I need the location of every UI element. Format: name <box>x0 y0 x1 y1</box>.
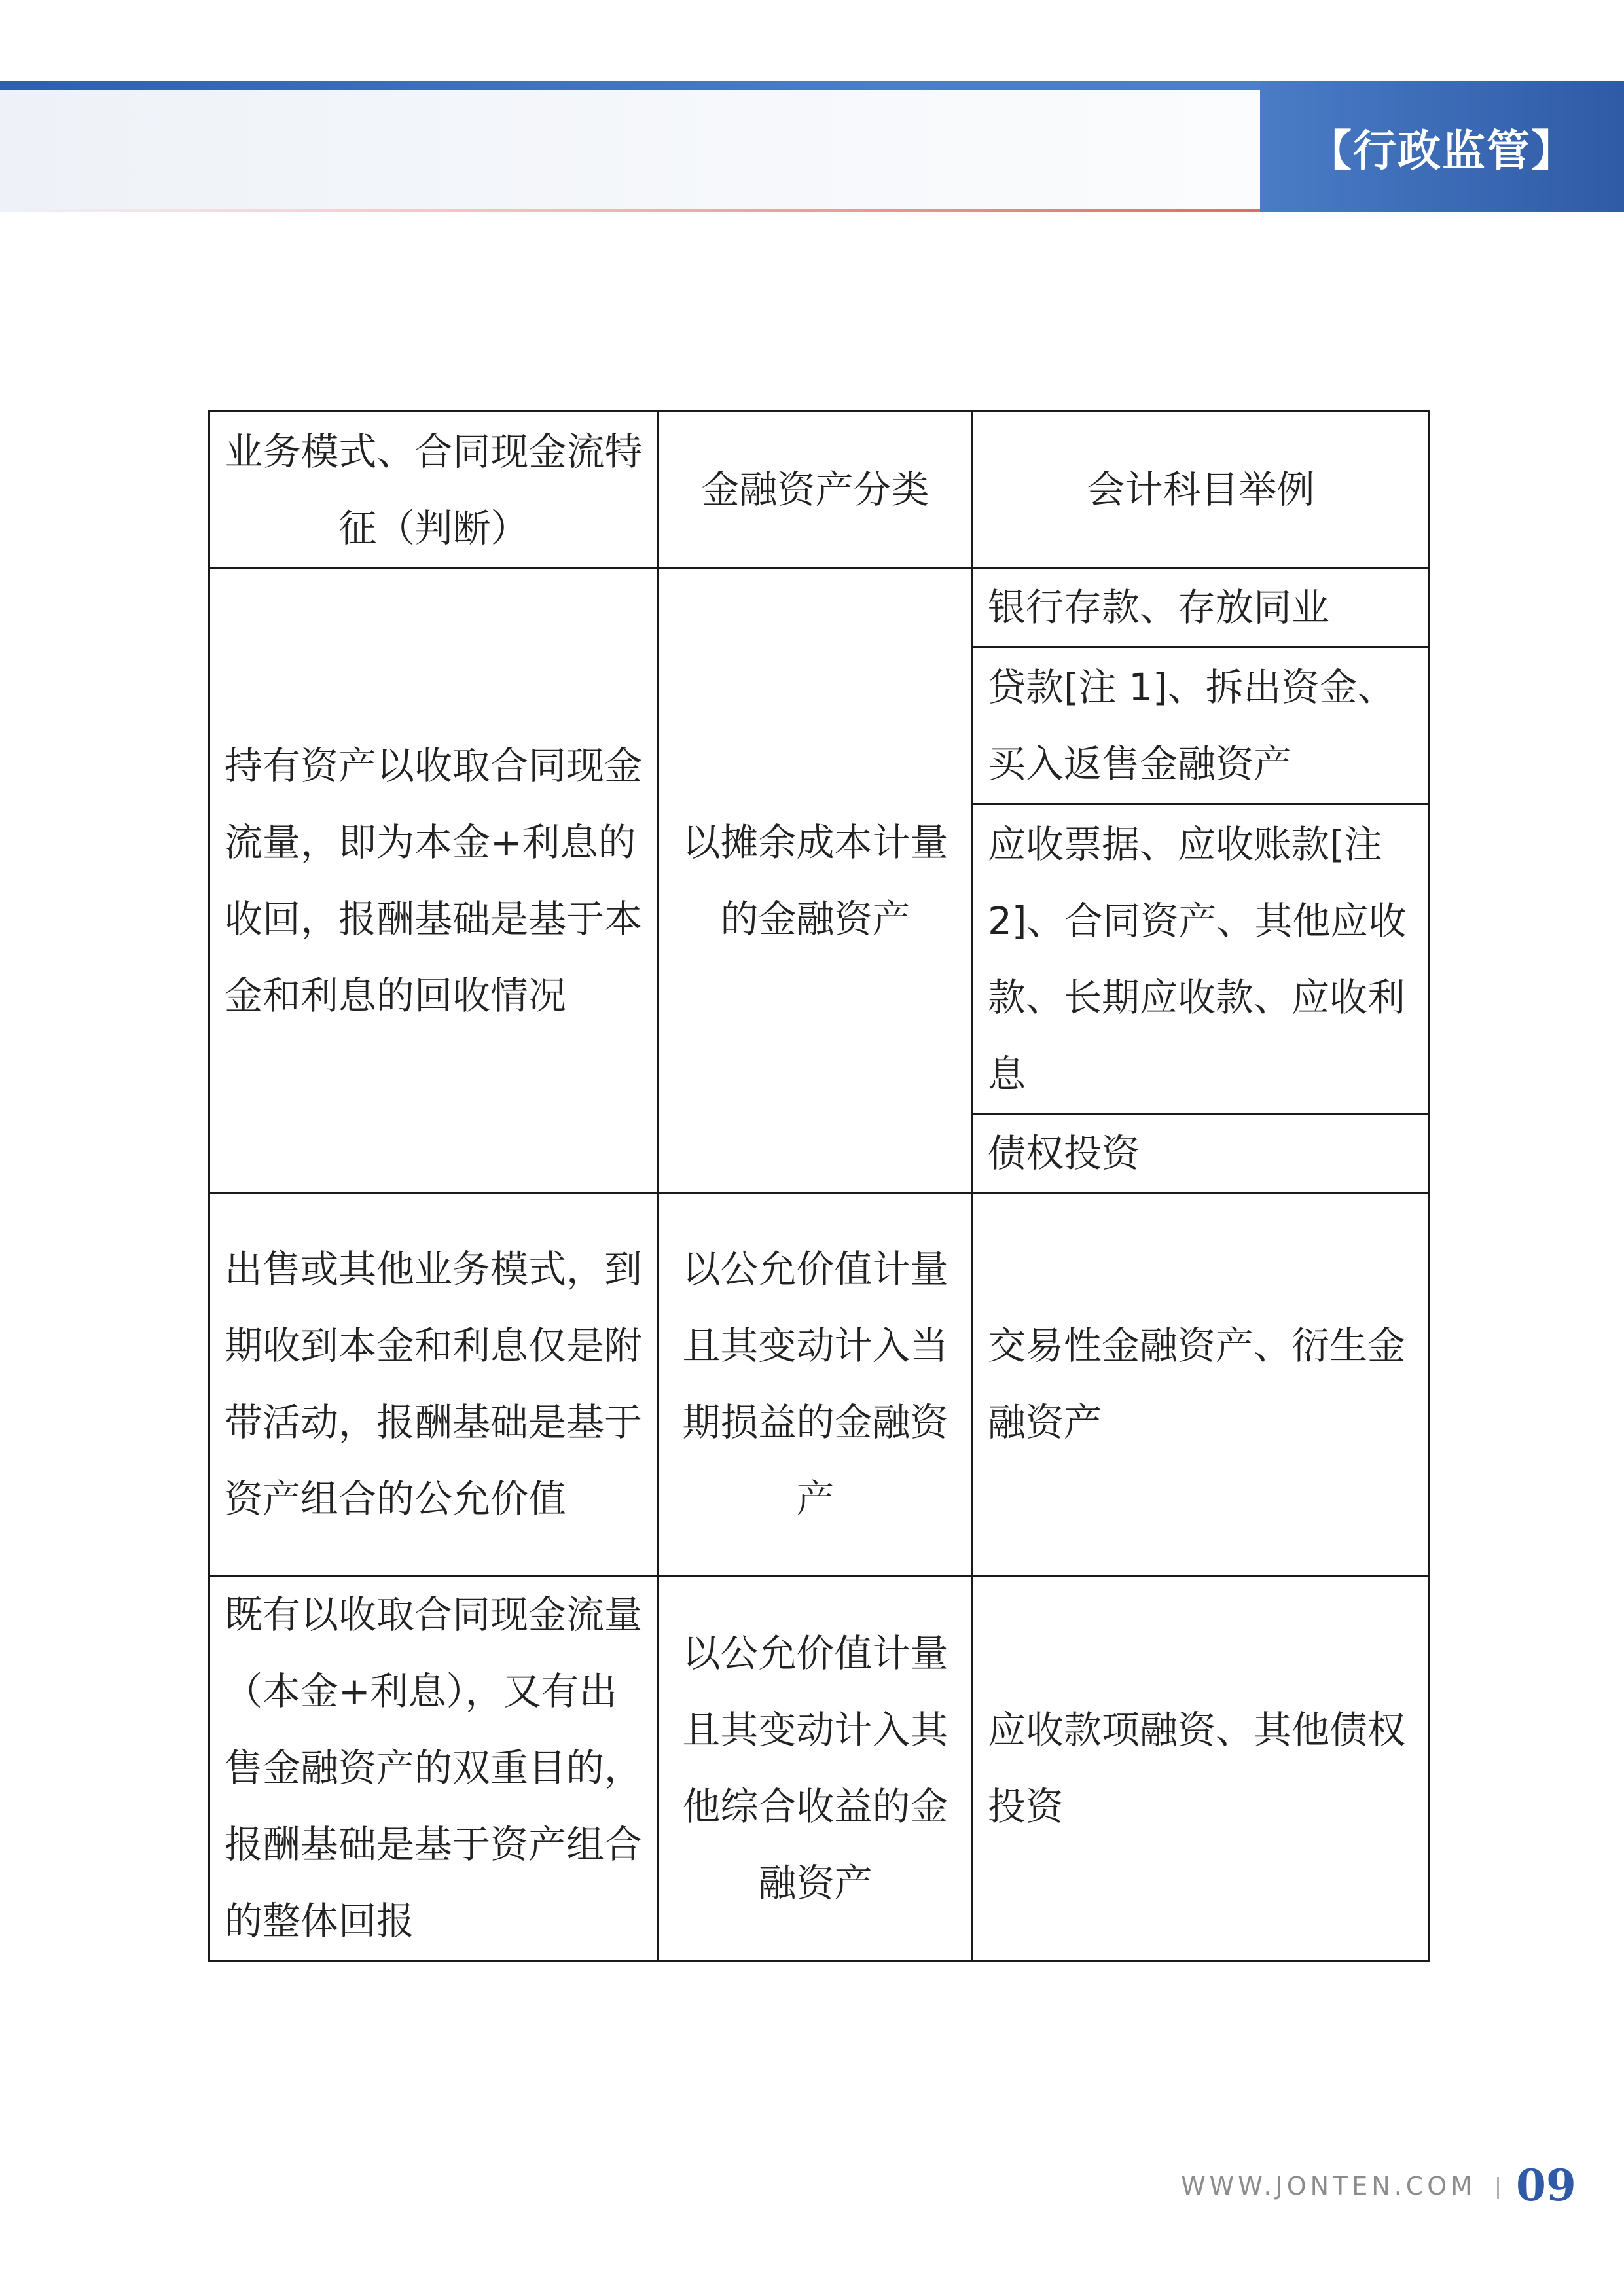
table-header-row <box>209 412 1430 569</box>
footer-separator <box>1497 2177 1499 2199</box>
classification-table <box>208 410 1430 1962</box>
row-criteria: 既有以收取合同现金流量（本金+利息），又有出售金融资产的双重目的，报酬基础是基于资产组合的整体回报 <box>209 1576 659 1961</box>
row-example: 债权投资 <box>973 1115 1430 1193</box>
row-example: 交易性金融资产、衍生金融资产 <box>973 1193 1430 1576</box>
header-examples: 会计科目举例 <box>973 412 1430 569</box>
header-classification: 金融资产分类 <box>659 412 973 569</box>
page-number: 09 <box>1516 2160 1576 2211</box>
row-example: 应收款项融资、其他债权投资 <box>973 1576 1430 1961</box>
row-classification: 以公允价值计量且其变动计入其他综合收益的金融资产 <box>659 1576 973 1961</box>
footer-url[interactable]: WWW.JONTEN.COM <box>1181 2172 1476 2200</box>
table-row <box>209 569 1430 647</box>
row-criteria: 持有资产以收取合同现金流量，即为本金+利息的收回，报酬基础是基于本金和利息的回收情况 <box>209 569 659 1193</box>
table-row <box>209 1193 1430 1576</box>
header-accent-line <box>0 81 1260 90</box>
row-classification: 以摊余成本计量的金融资产 <box>659 569 973 1193</box>
header-criteria: 业务模式、合同现金流特征（判断） <box>209 412 659 569</box>
row-example: 贷款[注 1]、拆出资金、买入返售金融资产 <box>973 647 1430 804</box>
row-example: 银行存款、存放同业 <box>973 569 1430 647</box>
header-divider <box>0 209 1260 212</box>
row-example: 应收票据、应收账款[注 2]、合同资产、其他应收款、长期应收款、应收利息 <box>973 804 1430 1115</box>
row-criteria: 出售或其他业务模式，到期收到本金和利息仅是附带活动，报酬基础是基于资产组合的公允价值 <box>209 1193 659 1576</box>
row-classification: 以公允价值计量且其变动计入当期损益的金融资产 <box>659 1193 973 1576</box>
section-tab: 【行政监管】 <box>1260 81 1624 212</box>
page-footer <box>0 2160 1624 2212</box>
header-band <box>0 90 1260 212</box>
table-row <box>209 1576 1430 1961</box>
